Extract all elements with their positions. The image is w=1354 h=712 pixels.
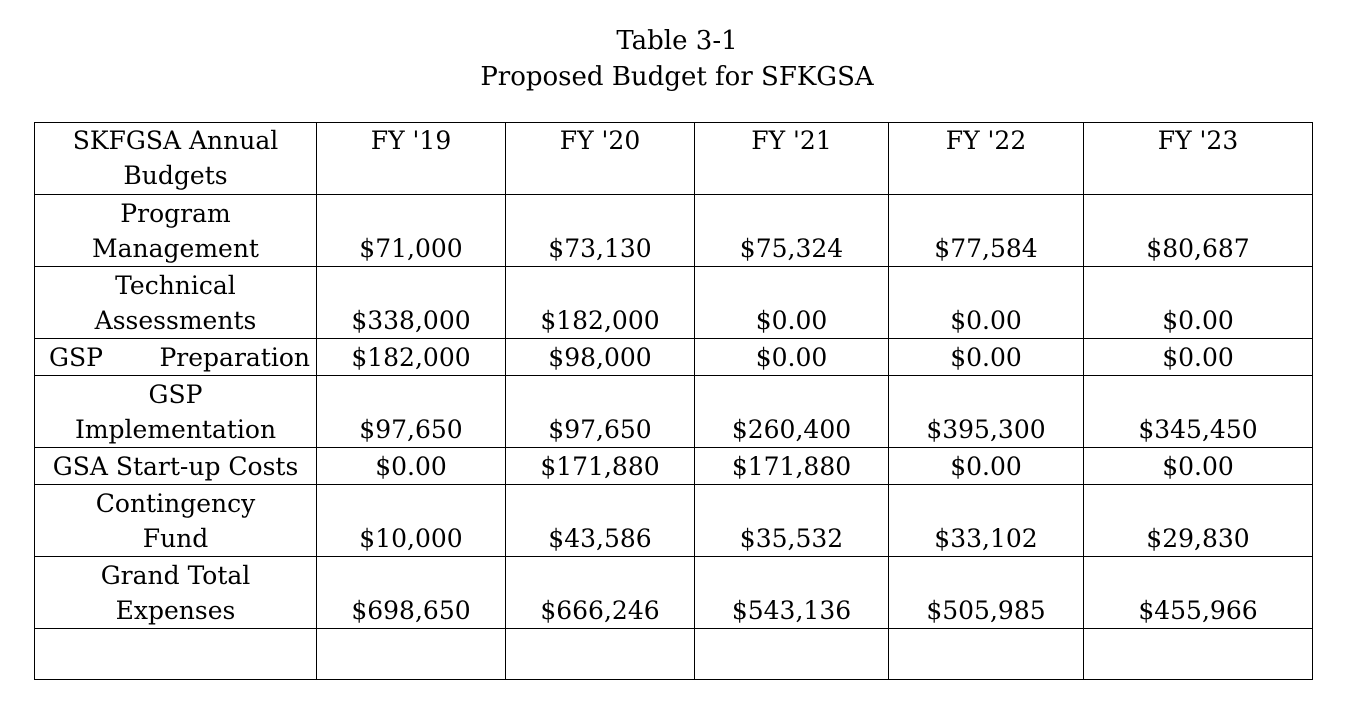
value-cell: $0.00 (695, 267, 889, 339)
value-cell: $171,880 (506, 448, 695, 485)
row-label-line1: Contingency (95, 489, 256, 518)
row-label-line2: Fund (142, 524, 209, 553)
value-cell: $171,880 (695, 448, 889, 485)
value-cell: $0.00 (1084, 448, 1313, 485)
empty-cell (35, 629, 317, 680)
value-cell: $345,450 (1084, 376, 1313, 448)
table-caption-number: Table 3-1 (616, 26, 738, 56)
empty-cell (695, 629, 889, 680)
empty-cell (317, 629, 506, 680)
row-label-line1: Program (120, 199, 231, 228)
header-label-cell (35, 123, 317, 195)
value-cell: $698,650 (317, 557, 506, 629)
value-cell: $182,000 (317, 339, 506, 376)
row-label-left: GSP (49, 342, 103, 372)
header-label-line2: Budgets (123, 161, 228, 190)
value-cell: $0.00 (317, 448, 506, 485)
row-label-line2: Implementation (74, 415, 277, 444)
table-row-gsa-startup-costs (35, 448, 1313, 485)
table-row-program-management (35, 195, 1313, 267)
table-row-gsp-implementation (35, 376, 1313, 448)
value-cell: $395,300 (889, 376, 1084, 448)
table-row-empty (35, 629, 1313, 680)
budget-table (34, 122, 1313, 680)
value-cell: $260,400 (695, 376, 889, 448)
value-cell: $33,102 (889, 485, 1084, 557)
row-label-line2: Management (92, 234, 259, 263)
row-label-line2: Expenses (115, 596, 236, 625)
row-label-cell (35, 267, 317, 339)
row-label-line1: GSP (148, 380, 203, 409)
value-cell: $0.00 (889, 267, 1084, 339)
value-cell: $35,532 (695, 485, 889, 557)
header-year-cell: FY '21 (695, 123, 889, 195)
value-cell: $10,000 (317, 485, 506, 557)
row-label-right: Preparation (159, 342, 310, 372)
row-label-cell (35, 376, 317, 448)
value-cell: $73,130 (506, 195, 695, 267)
value-cell: $455,966 (1084, 557, 1313, 629)
row-label-cell (35, 557, 317, 629)
empty-cell (889, 629, 1084, 680)
row-label-cell (35, 485, 317, 557)
value-cell: $0.00 (1084, 267, 1313, 339)
row-label-line1: Technical (115, 271, 236, 300)
value-cell: $77,584 (889, 195, 1084, 267)
row-label-cell (35, 339, 317, 376)
row-label-cell (35, 195, 317, 267)
value-cell: $98,000 (506, 339, 695, 376)
value-cell: $43,586 (506, 485, 695, 557)
value-cell: $97,650 (506, 376, 695, 448)
table-row-technical-assessments (35, 267, 1313, 339)
table-row-contingency-fund (35, 485, 1313, 557)
header-year-cell: FY '23 (1084, 123, 1313, 195)
table-row-grand-total (35, 557, 1313, 629)
table-caption-title: Proposed Budget for SFKGSA (480, 62, 874, 92)
value-cell: $0.00 (695, 339, 889, 376)
value-cell: $29,830 (1084, 485, 1313, 557)
value-cell: $0.00 (889, 448, 1084, 485)
value-cell: $75,324 (695, 195, 889, 267)
header-label-line1: SKFGSA Annual (72, 126, 279, 155)
empty-cell (506, 629, 695, 680)
value-cell: $338,000 (317, 267, 506, 339)
value-cell: $666,246 (506, 557, 695, 629)
header-year-cell: FY '20 (506, 123, 695, 195)
value-cell: $182,000 (506, 267, 695, 339)
value-cell: $0.00 (1084, 339, 1313, 376)
header-row (35, 123, 1313, 195)
value-cell: $0.00 (889, 339, 1084, 376)
row-label-cell: GSA Start-up Costs (35, 448, 317, 485)
table-row-gsp-preparation (35, 339, 1313, 376)
row-label-line2: Assessments (94, 306, 257, 335)
header-year-cell: FY '22 (889, 123, 1084, 195)
value-cell: $71,000 (317, 195, 506, 267)
value-cell: $505,985 (889, 557, 1084, 629)
row-label-line1: Grand Total (100, 561, 251, 590)
value-cell: $543,136 (695, 557, 889, 629)
value-cell: $80,687 (1084, 195, 1313, 267)
value-cell: $97,650 (317, 376, 506, 448)
header-year-cell: FY '19 (317, 123, 506, 195)
empty-cell (1084, 629, 1313, 680)
